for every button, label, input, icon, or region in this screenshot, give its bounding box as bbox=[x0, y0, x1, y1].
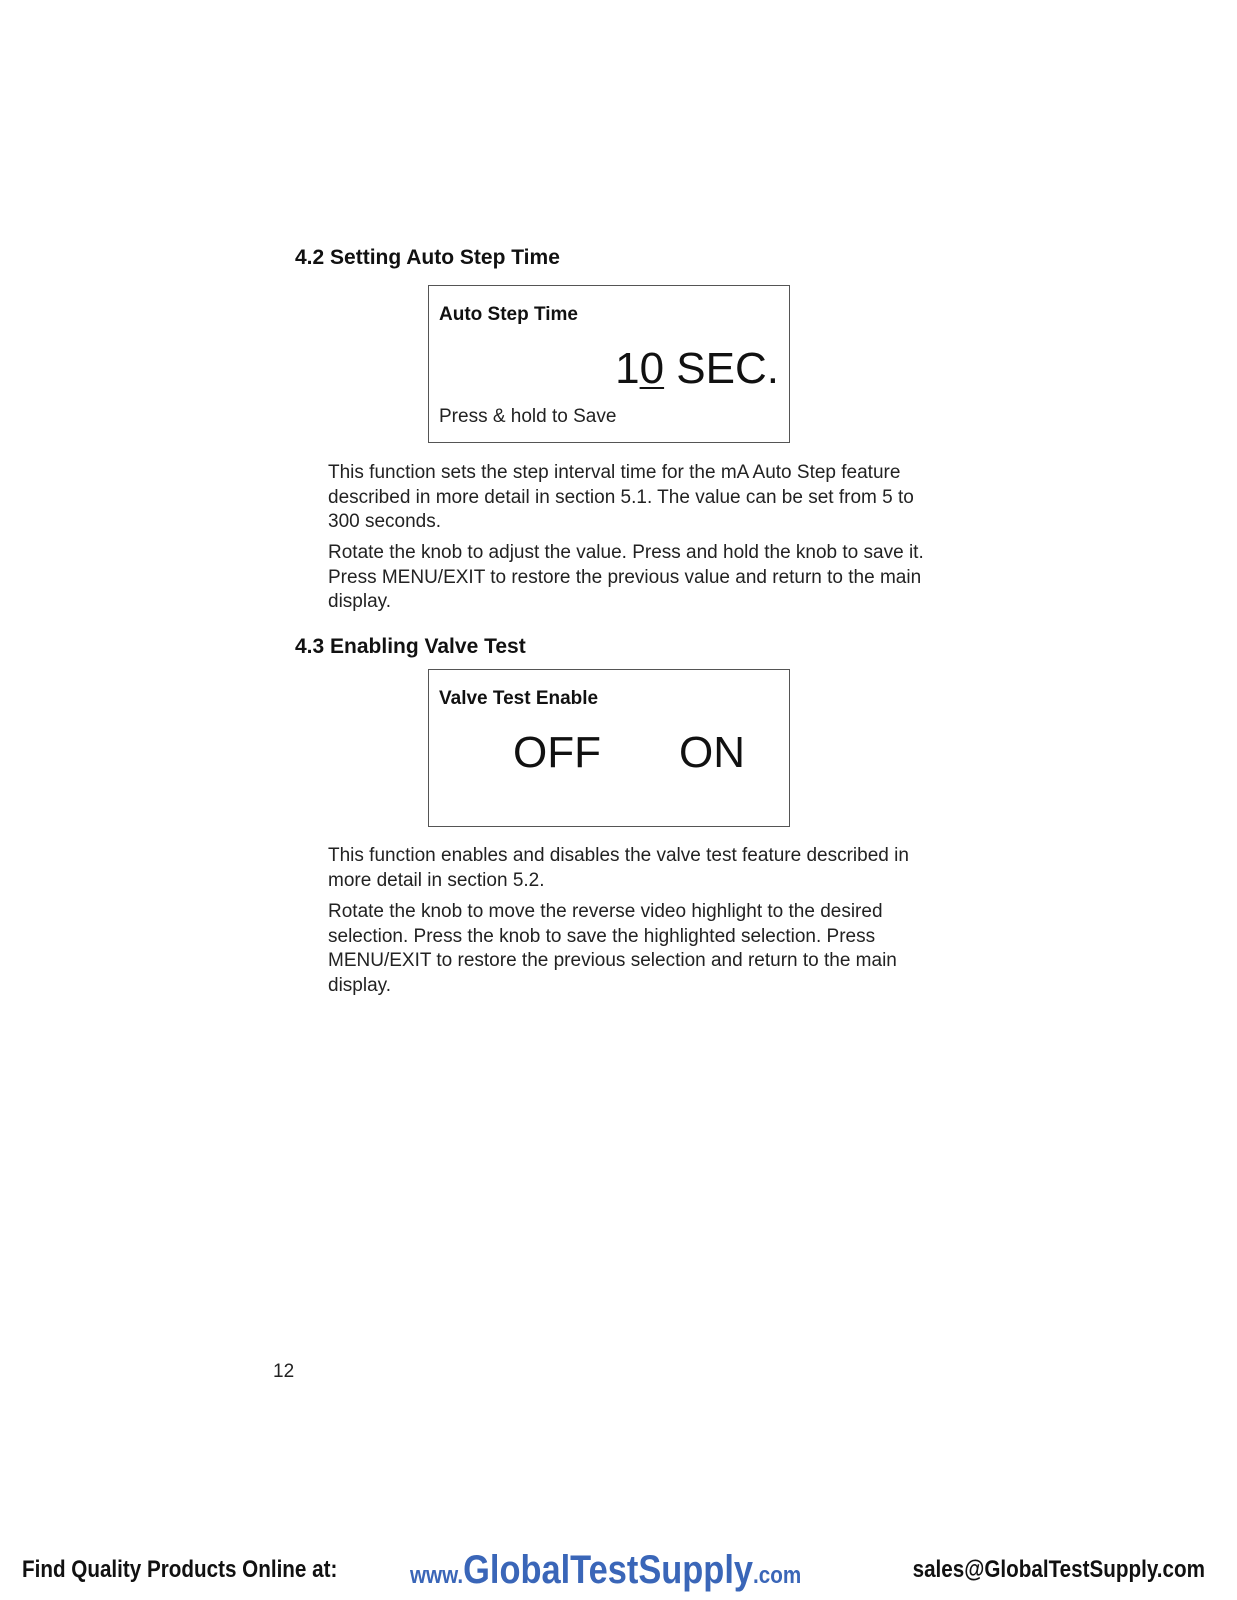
paragraph-auto-step-description: This function sets the step interval time for the mA Auto Step feature described in more detail in section 5.1. The value can be set from 5 to 300 seconds. bbox=[328, 462, 914, 532]
option-off: OFF bbox=[513, 728, 601, 777]
section-heading-auto-step-time: 4.2 Setting Auto Step Time bbox=[295, 246, 560, 269]
page-number: 12 bbox=[273, 1361, 295, 1382]
website-link[interactable] bbox=[410, 1548, 801, 1593]
value-unit: SEC. bbox=[664, 344, 779, 393]
section-heading-valve-test: 4.3 Enabling Valve Test bbox=[295, 635, 526, 658]
footer-banner bbox=[0, 1548, 1237, 1592]
paragraph-valve-test-instructions: Rotate the knob to move the reverse video highlight to the desired selection. Press the knob to save the highlighted selection. Press MENU/EXIT to restore the previous selection and return to the main display. bbox=[328, 901, 897, 996]
lcd-display-auto-step-time bbox=[428, 285, 790, 443]
paragraph-auto-step-instructions: Rotate the knob to adjust the value. Press and hold the knob to save it. Press MENU/EXIT to restore the previous value and return to the main display. bbox=[328, 542, 924, 612]
lcd-display-valve-test bbox=[428, 669, 790, 827]
email-link[interactable]: sales@GlobalTestSupply.com bbox=[912, 1556, 1205, 1583]
paragraph-valve-test-description: This function enables and disables the valve test feature described in more detail in section 5.2. bbox=[328, 845, 909, 891]
cursor-digit: 0 bbox=[639, 344, 665, 393]
site-suffix: .com bbox=[753, 1562, 802, 1589]
lcd-title: Valve Test Enable bbox=[439, 688, 599, 709]
lcd-title: Auto Step Time bbox=[439, 304, 578, 325]
site-prefix: www. bbox=[410, 1562, 464, 1589]
lcd-value bbox=[615, 344, 779, 394]
option-on: ON bbox=[679, 728, 745, 777]
lcd-footer-hint: Press & hold to Save bbox=[439, 406, 617, 427]
value-digit: 1 bbox=[615, 344, 640, 393]
footer-lead-text: Find Quality Products Online at: bbox=[22, 1556, 338, 1583]
site-name: GlobalTestSupply bbox=[463, 1548, 754, 1592]
